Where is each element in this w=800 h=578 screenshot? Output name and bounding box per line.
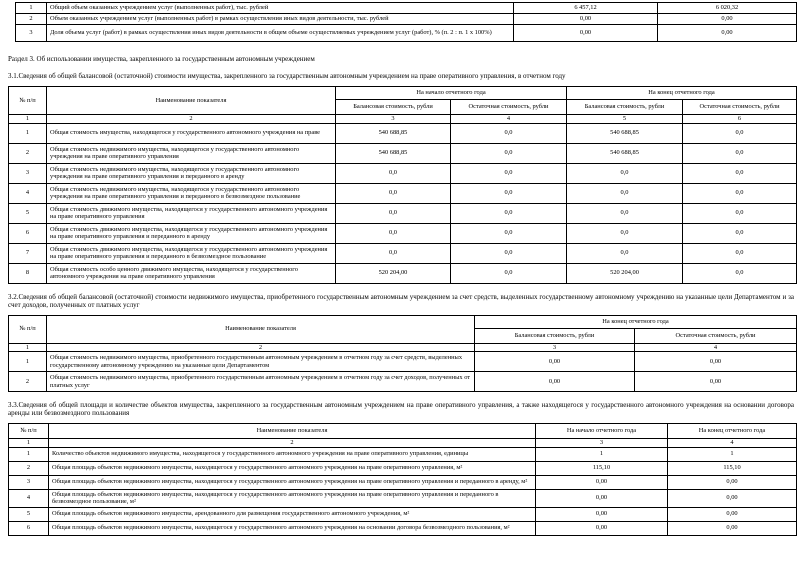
report-page [0, 2, 800, 578]
col-header-balance-start: Балансовая стоимость, рубли [336, 100, 451, 115]
table-row [9, 263, 797, 283]
indicator-label-cell: Общая стоимость движимого имущества, находящегося у государственного автономного учреждения на праве оперативного управления [47, 203, 336, 223]
value-cell: 0,0 [683, 163, 797, 183]
table-row [9, 223, 797, 243]
indicator-label-cell: Общая стоимость движимого имущества, находящегося у государственного автономного учреждения на праве оперативного управления и переданного в аренду [47, 223, 336, 243]
value-cell: 540 688,85 [567, 143, 683, 163]
value-cell: 0,00 [635, 352, 797, 372]
indicator-label-cell: Общая площадь объектов недвижимого имущества, находящегося у государственного автономного учреждения на праве оперативного управления, м² [49, 461, 536, 475]
row-number-cell: 2 [16, 14, 47, 25]
table-row [9, 372, 797, 392]
row-number-cell: 5 [9, 203, 47, 223]
col-num: 3 [475, 343, 635, 352]
row-number-cell: 3 [9, 475, 49, 489]
value-cell: 520 204,00 [336, 263, 451, 283]
value-cell: 0,0 [567, 183, 683, 203]
table-3-1-body [9, 123, 797, 283]
value-cell: 1 [668, 447, 797, 461]
value-cell: 6 020,32 [658, 3, 797, 14]
table-row [16, 3, 797, 14]
indicator-label-cell: Общая площадь объектов недвижимого имущества, находящегося у государственного автономного учреждения на праве оперативного управления и переданного в аренду, м² [49, 475, 536, 489]
value-cell: 540 688,85 [567, 123, 683, 143]
table-3-3-property-area [8, 423, 797, 536]
col-header-balance-end: Балансовая стоимость, рубли [567, 100, 683, 115]
col-num: 1 [9, 115, 47, 124]
value-cell: 0,0 [567, 223, 683, 243]
value-cell: 0,0 [683, 143, 797, 163]
value-cell: 0,0 [336, 243, 451, 263]
value-cell: 0,0 [336, 203, 451, 223]
indicator-label-cell: Общая стоимость недвижимого имущества, приобретенного государственным автономным учреждением в отчетном году за счет средств, выделенных государственному автономному учреждению на указанные цели Департаментом [47, 352, 475, 372]
table-row [9, 183, 797, 203]
table-row [16, 14, 797, 25]
row-number-cell: 3 [16, 25, 47, 42]
value-cell: 0,0 [683, 203, 797, 223]
row-number-cell: 6 [9, 223, 47, 243]
value-cell: 0,0 [567, 163, 683, 183]
table-row [9, 352, 797, 372]
col-num: 3 [536, 439, 668, 448]
table-row [9, 143, 797, 163]
col-header-start-of-year: На начало отчетного года [536, 424, 668, 439]
table-3-1-property-value [8, 86, 797, 284]
value-cell: 520 204,00 [567, 263, 683, 283]
value-cell: 115,10 [536, 461, 668, 475]
row-number-cell: 1 [9, 352, 47, 372]
value-cell: 0,0 [567, 243, 683, 263]
row-number-cell: 8 [9, 263, 47, 283]
row-number-cell: 1 [16, 3, 47, 14]
row-number-cell: 5 [9, 507, 49, 521]
table-3-2-body [9, 352, 797, 392]
value-cell: 0,0 [683, 123, 797, 143]
row-number-cell: 6 [9, 521, 49, 535]
row-number-cell: 1 [9, 123, 47, 143]
value-cell: 0,00 [536, 521, 668, 535]
indicator-label-cell: Общая площадь объектов недвижимого имущества, находящегося у государственного автономного учреждения на основании договора безвозмездного пользования, м² [49, 521, 536, 535]
value-cell: 115,10 [668, 461, 797, 475]
table-row [16, 25, 797, 42]
value-cell: 0,0 [336, 223, 451, 243]
row-number-cell: 7 [9, 243, 47, 263]
value-cell: 1 [536, 447, 668, 461]
value-cell: 0,0 [451, 183, 567, 203]
indicator-label-cell: Общая стоимость недвижимого имущества, находящегося у государственного автономного учреждения на праве оперативного управления [47, 143, 336, 163]
caption-3-3: 3.3.Сведения об общей площади и количестве объектов имущества, закрепленного за государственным автономным учреждением на праве оперативного управления, а также находящегося у государственного автономного учреждения на основании договора аренды или безвозмездного пользования [8, 401, 794, 418]
value-cell: 0,0 [451, 243, 567, 263]
caption-3-2: 3.2.Сведения об общей балансовой (остаточной) стоимости недвижимого имущества, приобретенного государственным автономным учреждением за счет средств, выделенных государственному автономному учреждению на указанные цели Департаментом и за счет доходов, полученных от платных услуг [8, 292, 794, 309]
col-header-end-of-year: На конец отчетного года [668, 424, 797, 439]
value-cell: 0,0 [451, 203, 567, 223]
value-cell: 0,00 [475, 352, 635, 372]
value-cell: 0,0 [336, 163, 451, 183]
col-num: 4 [451, 115, 567, 124]
col-header-name: Наименование показателя [49, 424, 536, 439]
col-header-num: № п/п [9, 424, 49, 439]
value-cell: 0,0 [683, 243, 797, 263]
indicator-label-cell: Общая площадь объектов недвижимого имущества, арендованного для размещения государственного автономного учреждения, м² [49, 507, 536, 521]
table-3-3-body [9, 447, 797, 535]
value-cell: 0,0 [451, 143, 567, 163]
table-row [9, 475, 797, 489]
value-cell: 0,0 [683, 263, 797, 283]
indicator-label-cell: Общий объем оказанных учреждением услуг (выполненных работ), тыс. рублей [47, 3, 514, 14]
table-row [9, 521, 797, 535]
value-cell: 0,00 [668, 521, 797, 535]
value-cell: 0,00 [635, 372, 797, 392]
value-cell: 6 457,12 [514, 3, 658, 14]
value-cell: 0,00 [536, 489, 668, 507]
value-cell: 0,00 [514, 25, 658, 42]
col-num: 6 [683, 115, 797, 124]
indicator-label-cell: Общая стоимость особо ценного движимого имущества, находящегося у государственного автономного учреждения на праве оперативного управления [47, 263, 336, 283]
table-3-2-acquired-property [8, 315, 797, 393]
value-cell: 540 688,85 [336, 123, 451, 143]
col-num: 3 [336, 115, 451, 124]
indicator-label-cell: Общая стоимость недвижимого имущества, приобретенного государственным автономным учреждением в отчетном году за счет доходов, полученных от платных услуг [47, 372, 475, 392]
value-cell: 0,0 [451, 263, 567, 283]
value-cell: 0,00 [536, 475, 668, 489]
value-cell: 0,00 [536, 507, 668, 521]
col-header-residual-start: Остаточная стоимость, рубли [451, 100, 567, 115]
col-header-balance-end: Балансовая стоимость, рубли [475, 328, 635, 343]
row-number-cell: 2 [9, 143, 47, 163]
value-cell: 0,00 [668, 475, 797, 489]
caption-3-1: 3.1.Сведения об общей балансовой (остаточной) стоимости имущества, закрепленного за государственным автономным учреждением на праве оперативного управления, в отчетном году [8, 72, 566, 80]
indicator-label-cell: Общая стоимость имущества, находящегося у государственного автономного учреждения на праве [47, 123, 336, 143]
table-row [9, 507, 797, 521]
col-header-name: Наименование показателя [47, 315, 475, 343]
indicator-label-cell: Доля объема услуг (работ) в рамках осуществления иных видов деятельности в общем объеме осуществляемых учреждением услуг (работ), % (п. 2 : п. 1 х 100%) [47, 25, 514, 42]
col-header-num: № п/п [9, 315, 47, 343]
col-num: 4 [668, 439, 797, 448]
col-header-residual-end: Остаточная стоимость, рубли [635, 328, 797, 343]
table-row [9, 461, 797, 475]
col-header-num: № п/п [9, 87, 47, 115]
row-number-cell: 2 [9, 461, 49, 475]
value-cell: 0,00 [668, 489, 797, 507]
row-number-cell: 1 [9, 447, 49, 461]
value-cell: 0,00 [658, 14, 797, 25]
value-cell: 0,0 [567, 203, 683, 223]
value-cell: 0,0 [683, 183, 797, 203]
value-cell: 540 688,85 [336, 143, 451, 163]
indicator-label-cell: Общая стоимость недвижимого имущества, находящегося у государственного автономного учреждения на праве оперативного управления и переданного в безвозмездное пользование [47, 183, 336, 203]
value-cell: 0,0 [683, 223, 797, 243]
indicator-label-cell: Общая стоимость движимого имущества, находящегося у государственного автономного учреждения на праве оперативного управления и переданного в безвозмездное пользование [47, 243, 336, 263]
table-row [9, 163, 797, 183]
section3-title: Раздел 3. Об использовании имущества, закрепленного за государственным автономным учреждением [8, 55, 315, 63]
col-group-start-of-year: На начало отчетного года [336, 87, 567, 100]
row-number-cell: 3 [9, 163, 47, 183]
indicator-label-cell: Общая стоимость недвижимого имущества, находящегося у государственного автономного учреждения на праве оперативного управления и переданного в аренду [47, 163, 336, 183]
col-group-end-of-year: На конец отчетного года [475, 315, 797, 328]
table-row [9, 243, 797, 263]
value-cell: 0,00 [514, 14, 658, 25]
table-row [9, 123, 797, 143]
indicator-label-cell: Количество объектов недвижимого имущества, находящегося у государственного автономного учреждения на праве оперативного управления, единицы [49, 447, 536, 461]
value-cell: 0,0 [451, 123, 567, 143]
row-number-cell: 4 [9, 183, 47, 203]
value-cell: 0,0 [451, 163, 567, 183]
col-num: 5 [567, 115, 683, 124]
col-group-end-of-year: На конец отчетного года [567, 87, 797, 100]
col-num: 2 [47, 343, 475, 352]
table-row [9, 489, 797, 507]
value-cell: 0,00 [668, 507, 797, 521]
col-num: 2 [49, 439, 536, 448]
col-header-residual-end: Остаточная стоимость, рубли [683, 100, 797, 115]
row-number-cell: 2 [9, 372, 47, 392]
col-header-name: Наименование показателя [47, 87, 336, 115]
row-number-cell: 4 [9, 489, 49, 507]
value-cell: 0,0 [451, 223, 567, 243]
col-num: 2 [47, 115, 336, 124]
col-num: 1 [9, 343, 47, 352]
value-cell: 0,00 [475, 372, 635, 392]
services-volume-table [15, 2, 797, 42]
indicator-label-cell: Объем оказанных учреждением услуг (выполненных работ) в рамках осуществления иных видов деятельности, тыс. рублей [47, 14, 514, 25]
services-volume-table-body [16, 3, 797, 42]
col-num: 1 [9, 439, 49, 448]
indicator-label-cell: Общая площадь объектов недвижимого имущества, находящегося у государственного автономного учреждения на праве оперативного управления и переданного в безвозмездное пользование, м² [49, 489, 536, 507]
value-cell: 0,0 [336, 183, 451, 203]
table-row [9, 203, 797, 223]
table-row [9, 447, 797, 461]
col-num: 4 [635, 343, 797, 352]
value-cell: 0,00 [658, 25, 797, 42]
